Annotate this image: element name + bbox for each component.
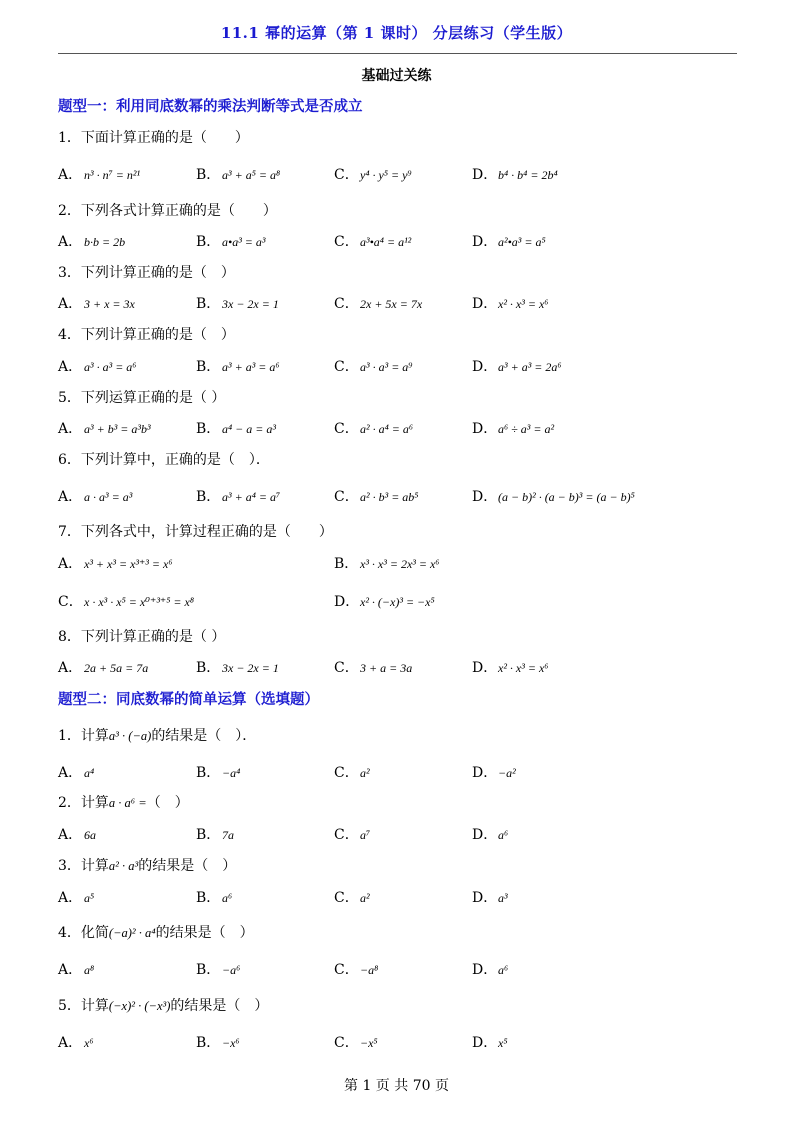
question-stem: 7．下列各式中，计算过程正确的是（ ） <box>58 524 333 540</box>
option-a: A． a⁵ <box>58 890 95 906</box>
option-a: A． b·b = 2b <box>58 234 126 250</box>
header-divider <box>58 53 737 54</box>
option-a: A． x³ + x³ = x³⁺³ = x⁶ <box>58 556 173 572</box>
option-d: D．a⁶ <box>472 827 509 843</box>
option-d: D．x² · (−x)³ = −x⁵ <box>334 594 435 610</box>
option-b: B． a⁶ <box>196 890 233 906</box>
question-stem: 5．下列运算正确的是（ ） <box>58 390 226 406</box>
question-stem: 1．计算a³ · (−a)的结果是（ ）． <box>58 728 257 744</box>
option-b: B． −x⁶ <box>196 1035 240 1051</box>
question-stem: 2．计算a · a⁶ =（ ） <box>58 795 189 811</box>
option-c: C．a² · a⁴ = a⁶ <box>334 421 414 437</box>
option-a: A． a · a³ = a³ <box>58 489 133 505</box>
option-a: A． a⁴ <box>58 765 95 781</box>
option-b: B． x³ · x³ = 2x³ = x⁶ <box>334 556 440 572</box>
option-c: C．y⁴ · y⁵ = y⁹ <box>334 167 412 183</box>
option-c: C．a² · b³ = ab⁵ <box>334 489 419 505</box>
option-c: C．a² <box>334 765 370 781</box>
option-b: B． a³ + a⁴ = a⁷ <box>196 489 281 505</box>
option-b: B． 3x − 2x = 1 <box>196 296 279 312</box>
section-title-1: 题型一：利用同底数幂的乘法判断等式是否成立 <box>58 98 363 115</box>
option-c: C．x · x³ · x⁵ = x⁰⁺³⁺⁵ = x⁸ <box>58 594 195 610</box>
section-title-2: 题型二：同底数幂的简单运算（选填题） <box>58 691 319 708</box>
header-title: 11.1 幂的运算（第 1 课时） 分层练习（学生版） <box>220 24 573 42</box>
question-stem: 4．化简(−a)² · a⁴的结果是（ ） <box>58 925 254 941</box>
option-b: B． −a⁴ <box>196 765 241 781</box>
option-d: D．a³ + a³ = 2a⁶ <box>472 359 562 375</box>
option-a: A． 6a <box>58 827 96 843</box>
question-stem: 3．计算a² · a³的结果是（ ） <box>58 858 237 874</box>
option-a: A． a³ · a³ = a⁶ <box>58 359 137 375</box>
option-a: A． a³ + b³ = a³b³ <box>58 421 151 437</box>
option-c: C．2x + 5x = 7x <box>334 296 423 312</box>
option-b: B． a³ + a³ = a⁶ <box>196 359 280 375</box>
option-a: A． n³ · n⁷ = n²¹ <box>58 167 141 183</box>
option-a: A． x⁶ <box>58 1035 94 1051</box>
option-c: C．a⁷ <box>334 827 371 843</box>
option-a: A． 3 + x = 3x <box>58 296 135 312</box>
option-c: C．−a⁸ <box>334 962 379 978</box>
option-b: B． −a⁶ <box>196 962 241 978</box>
option-c: C．a² <box>334 890 370 906</box>
question-stem: 4．下列计算正确的是（ ） <box>58 327 235 343</box>
option-c: C．a³ · a³ = a⁹ <box>334 359 413 375</box>
option-d: D．a⁶ <box>472 962 509 978</box>
subtitle: 基础过关练 <box>361 68 432 84</box>
option-d: D．−a² <box>472 765 516 781</box>
option-d: D．b⁴ · b⁴ = 2b⁴ <box>472 167 558 183</box>
option-b: B． a⁴ − a = a³ <box>196 421 276 437</box>
option-c: C．−x⁵ <box>334 1035 378 1051</box>
option-d: D．x² · x³ = x⁶ <box>472 660 549 676</box>
question-stem: 5．计算(−x)² · (−x³)的结果是（ ） <box>58 998 269 1014</box>
option-c: C．3 + a = 3a <box>334 660 413 676</box>
page-footer: 第 1 页 共 70 页 <box>344 1078 449 1094</box>
question-stem: 3．下列计算正确的是（ ） <box>58 265 235 281</box>
option-d: D．(a − b)² · (a − b)³ = (a − b)⁵ <box>472 489 635 505</box>
option-d: D．x² · x³ = x⁶ <box>472 296 549 312</box>
option-b: B． a³ + a⁵ = a⁸ <box>196 167 281 183</box>
option-d: D．a⁶ ÷ a³ = a² <box>472 421 555 437</box>
option-c: C．a³•a⁴ = a¹² <box>334 234 412 250</box>
question-stem: 1．下面计算正确的是（ ） <box>58 130 249 146</box>
option-b: B． 3x − 2x = 1 <box>196 660 279 676</box>
question-stem: 8．下列计算正确的是（ ） <box>58 629 226 645</box>
question-stem: 6．下列计算中，正确的是（ ）． <box>58 452 270 468</box>
option-d: D．a²•a³ = a⁵ <box>472 234 546 250</box>
option-d: D．x⁵ <box>472 1035 508 1051</box>
question-stem: 2．下列各式计算正确的是（ ） <box>58 203 277 219</box>
option-b: B． 7a <box>196 827 234 843</box>
option-b: B． a•a³ = a³ <box>196 234 266 250</box>
option-d: D．a³ <box>472 890 508 906</box>
option-a: A． a⁸ <box>58 962 95 978</box>
option-a: A． 2a + 5a = 7a <box>58 660 149 676</box>
